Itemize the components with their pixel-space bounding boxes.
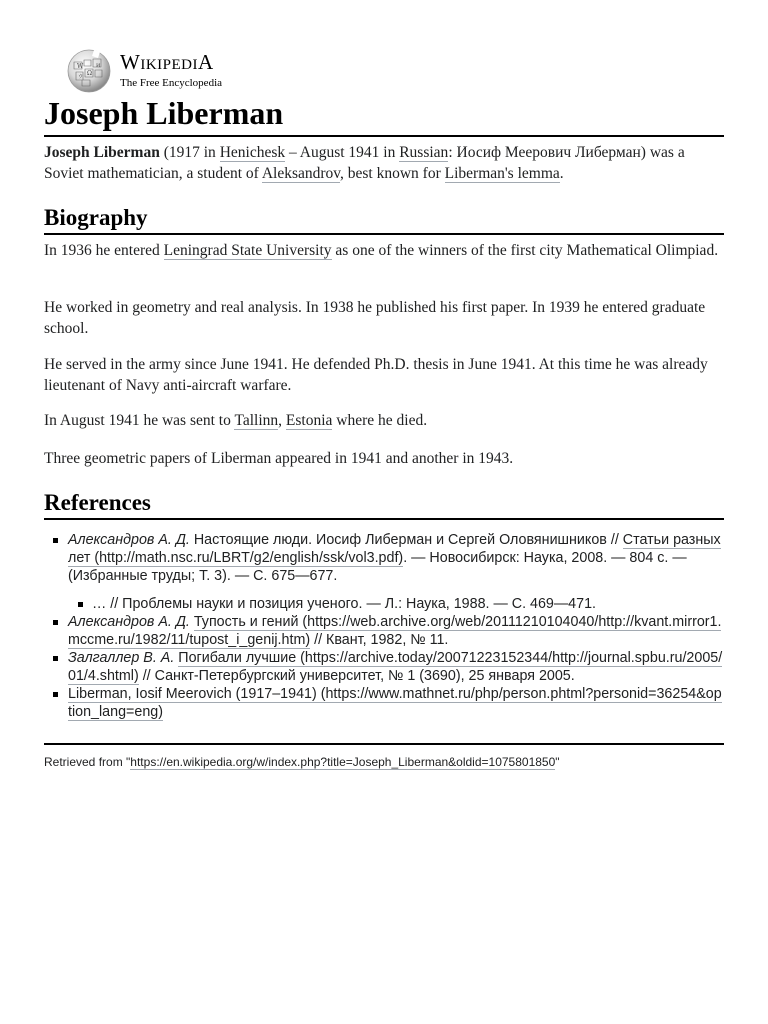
bio-paragraph-3: He served in the army since June 1941. He defended Ph.D. thesis in June 1941. At this time he was already lieutenant of Navy anti-aircraft warfare. bbox=[44, 356, 708, 394]
link-permanent-url[interactable]: https://en.wikipedia.org/w/index.php?title=Joseph_Liberman&oldid=1075801850 bbox=[130, 755, 556, 769]
references-list bbox=[44, 531, 724, 721]
wikipedia-logo[interactable] bbox=[64, 46, 222, 94]
svg-text:W: W bbox=[77, 63, 84, 70]
subject-name: Joseph Liberman bbox=[44, 144, 160, 161]
wordmark-tagline: The Free Encyclopedia bbox=[120, 77, 223, 89]
references-heading: References bbox=[44, 488, 724, 520]
bio-paragraph-2: He worked in geometry and real analysis. In 1938 he published his first paper. In 1939 he entered graduate school. bbox=[44, 299, 706, 337]
reference-subitem: … // Проблемы науки и позиция ученого. — Л.: Наука, 1988. — С. 469—471. bbox=[68, 595, 724, 613]
bio-paragraph-1: In 1936 he entered Leningrad State University as one of the winners of the first city Mathematical Olimpiad. bbox=[44, 242, 719, 259]
page-title: Joseph Liberman bbox=[44, 91, 724, 137]
reference-item: Александров А. Д. Тупость и гений (https://web.archive.org/web/20111210104040/http://kvant.mirror1.mccme.ru/1982/11/tupost_i_genij.htm) // Квант, 1982, № 11. bbox=[44, 613, 724, 649]
link-reference-2[interactable]: Тупость и гений (https://web.archive.org/web/20111210104040/http://kvant.mirror1.mccme.ru/1982/11/tupost_i_genij.htm) bbox=[68, 614, 722, 648]
link-henichesk[interactable]: Henichesk bbox=[219, 144, 286, 161]
biography-section bbox=[44, 203, 724, 235]
footer-divider bbox=[44, 743, 724, 745]
link-reference-1[interactable]: Статьи разных лет (http://math.nsc.ru/LBRT/g2/english/ssk/vol3.pdf) bbox=[68, 532, 721, 566]
retrieved-from: Retrieved from "https://en.wikipedia.org/w/index.php?title=Joseph_Liberman&oldid=1075801850" bbox=[44, 755, 560, 769]
reference-item bbox=[44, 685, 724, 721]
reference-item: Залгаллер В. А. Погибали лучшие (https://archive.today/20071223152344/http://journal.spbu.ru/2005/01/4.shtml) // Санкт-Петербургский университет, № 1 (3690), 25 января 2005. bbox=[44, 649, 724, 685]
link-libermans-lemma[interactable]: Liberman's lemma bbox=[444, 164, 560, 182]
link-aleksandrov[interactable]: Aleksandrov bbox=[261, 164, 341, 182]
references-section bbox=[44, 488, 724, 520]
wikipedia-globe-icon bbox=[64, 46, 114, 94]
wordmark bbox=[120, 46, 222, 89]
lead-paragraph: Joseph Liberman (1917 in Henichesk – August 1941 in Russian: Иосиф Меерович Либерман) was a Soviet mathematician, a student of Aleksandrov, best known for Liberman's lemma. bbox=[44, 144, 685, 182]
link-russian[interactable]: Russian bbox=[399, 144, 449, 161]
svg-text:И: И bbox=[96, 63, 101, 69]
link-leningrad-state-university[interactable]: Leningrad State University bbox=[163, 242, 332, 259]
link-estonia[interactable]: Estonia bbox=[285, 412, 333, 429]
reference-item: Александров А. Д. Настоящие люди. Иосиф Либерман и Сергей Оловянишников // Статьи разных лет (http://math.nsc.ru/LBRT/g2/english/ssk/vol3.pdf). — Новосибирск: Наука, 2008. — 804 с. — (Избранные труды; Т. 3). — С. 675—677. … // Проблемы науки и позиция ученого. — Л.: Наука, 1988. — С. 469—471. bbox=[44, 531, 724, 613]
biography-heading: Biography bbox=[44, 203, 724, 235]
wordmark-title: WIKIPEDIA bbox=[120, 50, 214, 74]
svg-text:Ω: Ω bbox=[87, 70, 92, 77]
link-tallinn[interactable]: Tallinn bbox=[234, 412, 279, 429]
bio-paragraph-4: In August 1941 he was sent to Tallinn, Estonia where he died. bbox=[44, 412, 428, 429]
link-reference-3[interactable]: Погибали лучшие (https://archive.today/20071223152344/http://journal.spbu.ru/2005/01/4.shtml) bbox=[68, 650, 723, 684]
svg-text:ウ: ウ bbox=[78, 74, 84, 80]
link-reference-4[interactable]: Liberman, Iosif Meerovich (1917–1941) (https://www.mathnet.ru/php/person.phtml?personid=36254&option_lang=eng) bbox=[68, 686, 722, 720]
bio-paragraph-5: Three geometric papers of Liberman appeared in 1941 and another in 1943. bbox=[44, 450, 514, 467]
